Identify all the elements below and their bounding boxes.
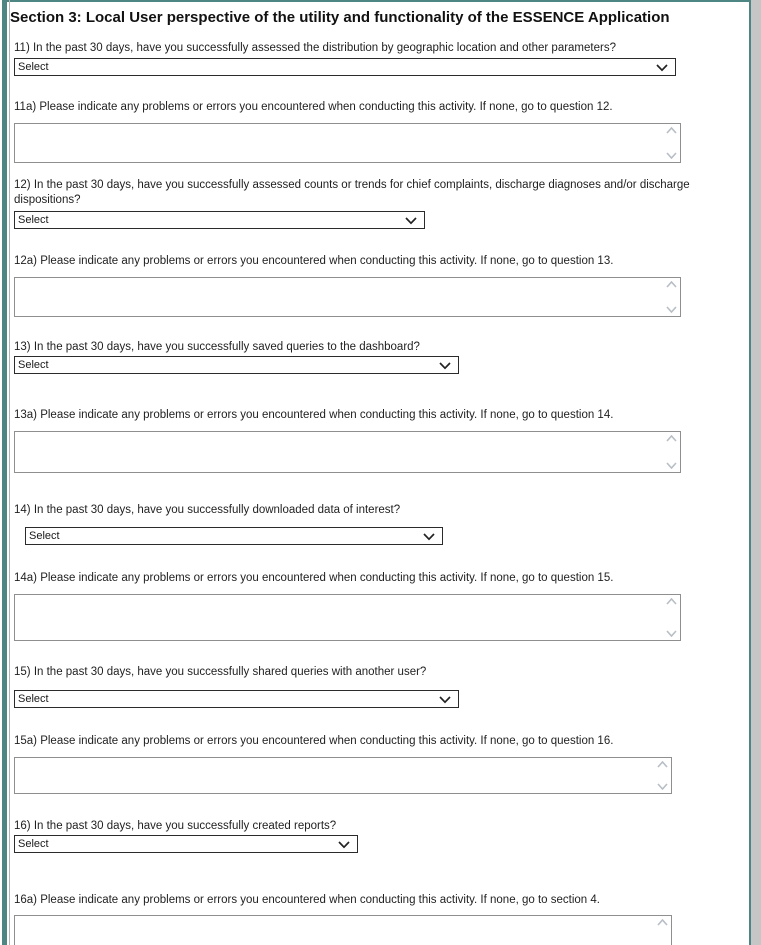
question-14a-textarea[interactable] [15,595,680,640]
chevron-down-icon [439,362,451,370]
question-12-select-value: Select [18,214,49,226]
chevron-down-icon [656,64,668,72]
question-11a-textarea-wrap [14,123,681,163]
question-12a-textarea[interactable] [15,278,680,316]
question-12-select[interactable] [14,211,425,229]
question-12-label: 12) In the past 30 days, have you successfully assessed counts or trends for chief complaints, discharge diagnoses and/or discharge dispositions? [14,179,690,206]
chevron-down-icon[interactable] [666,152,677,159]
question-11a-label: 11a) Please indicate any problems or errors you encountered when conducting this activity. If none, go to question 12. [14,101,613,113]
question-11-select[interactable] [14,58,676,76]
question-16a-label: 16a) Please indicate any problems or errors you encountered when conducting this activity. If none, go to section 4. [14,894,600,906]
question-16a-textarea[interactable] [15,916,671,945]
question-16-select[interactable] [14,835,358,853]
question-14a-label: 14a) Please indicate any problems or errors you encountered when conducting this activity. If none, go to question 15. [14,572,614,584]
top-border [2,0,751,2]
question-11-select-value: Select [18,61,49,73]
question-16-select-value: Select [18,838,49,850]
question-14-select-value: Select [29,530,60,542]
question-13a-textarea[interactable] [15,432,680,472]
question-13a-label: 13a) Please indicate any problems or errors you encountered when conducting this activity. If none, go to question 14. [14,409,614,421]
question-15a-textarea-wrap [14,757,672,794]
chevron-down-icon [423,533,435,541]
question-15a-label: 15a) Please indicate any problems or errors you encountered when conducting this activity. If none, go to question 16. [14,735,614,747]
question-12a-label: 12a) Please indicate any problems or errors you encountered when conducting this activity. If none, go to question 13. [14,255,614,267]
chevron-up-icon[interactable] [666,435,677,442]
chevron-down-icon [338,841,350,849]
chevron-up-icon[interactable] [657,761,668,768]
question-15-label: 15) In the past 30 days, have you successfully shared queries with another user? [14,666,427,678]
chevron-down-icon [405,217,417,225]
question-16a-textarea-wrap [14,915,672,945]
chevron-down-icon[interactable] [666,462,677,469]
question-13-select-value: Select [18,359,49,371]
chevron-down-icon [439,696,451,704]
question-15-select[interactable] [14,690,459,708]
question-13a-textarea-wrap [14,431,681,473]
chevron-up-icon[interactable] [666,281,677,288]
question-13-select[interactable] [14,356,459,374]
chevron-down-icon[interactable] [666,630,677,637]
question-12a-textarea-wrap [14,277,681,317]
chevron-up-icon[interactable] [666,127,677,134]
question-15a-textarea[interactable] [15,758,671,793]
page-scrollbar[interactable] [751,0,761,945]
question-16-label: 16) In the past 30 days, have you successfully created reports? [14,820,337,832]
question-14-label: 14) In the past 30 days, have you successfully downloaded data of interest? [14,504,401,516]
left-accent-bar [2,0,7,945]
question-15-select-value: Select [18,693,49,705]
question-14a-textarea-wrap [14,594,681,641]
section-title: Section 3: Local User perspective of the utility and functionality of the ESSENCE Application [10,9,670,26]
chevron-down-icon[interactable] [666,306,677,313]
question-13-label: 13) In the past 30 days, have you successfully saved queries to the dashboard? [14,341,420,353]
chevron-up-icon[interactable] [666,598,677,605]
left-frame-line [9,0,10,945]
chevron-down-icon[interactable] [657,783,668,790]
question-14-select[interactable] [25,527,443,545]
chevron-up-icon[interactable] [657,919,668,926]
question-11a-textarea[interactable] [15,124,680,162]
question-11-label: 11) In the past 30 days, have you successfully assessed the distribution by geographic location and other parameters? [14,42,616,54]
